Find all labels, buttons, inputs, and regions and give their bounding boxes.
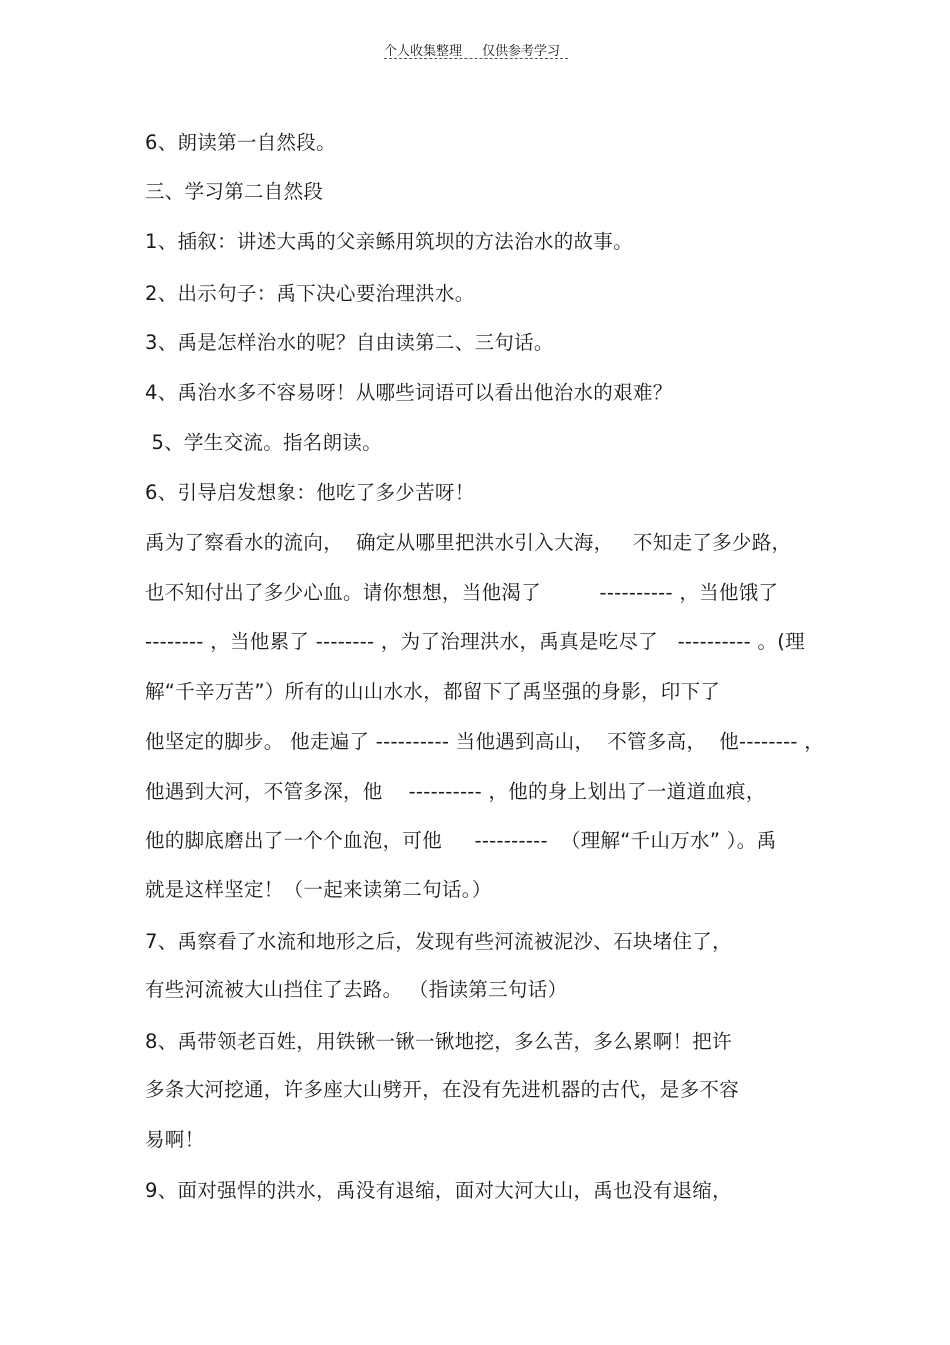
- text-line: -------- ，当他累了 -------- ，为了治理洪水，禹真是吃尽了 ---------- 。(理: [145, 630, 805, 653]
- text-line: 1、插叙：讲述大禹的父亲鲧用筑坝的方法治水的故事。: [145, 230, 633, 253]
- text-line: 6、引导启发想象：他吃了多少苦呀！: [145, 481, 475, 504]
- section-heading: 三、学习第二自然段: [145, 180, 324, 203]
- text-line: 5、学生交流。指名朗读。: [145, 431, 383, 454]
- text-line: 6、朗读第一自然段。: [145, 131, 336, 154]
- text-line: 7、禹察看了水流和地形之后，发现有些河流被泥沙、石块堵住了，: [145, 930, 732, 953]
- text-line: 就是这样坚定！（一起来读第二句话。）: [145, 878, 492, 901]
- text-line: 3、禹是怎样治水的呢？自由读第二、三句话。: [145, 331, 554, 354]
- text-line: 他的脚底磨出了一个个血泡，可他 ---------- （理解“千山万水” ）。禹: [145, 829, 777, 852]
- text-line: 解“千辛万苦”）所有的山山水水，都留下了禹坚强的身影，印下了: [145, 680, 721, 703]
- page-header: [0, 40, 950, 60]
- text-line: 禹为了察看水的流向， 确定从哪里把洪水引入大海， 不知走了多少路，: [145, 531, 792, 554]
- text-line: 易啊！: [145, 1128, 205, 1151]
- text-line: 多条大河挖通，许多座大山劈开，在没有先进机器的古代，是多不容: [145, 1078, 740, 1101]
- header-rule: [384, 58, 568, 59]
- text-line: 9、面对强悍的洪水，禹没有退缩，面对大河大山，禹也没有退缩，: [145, 1179, 732, 1202]
- text-line: 4、禹治水多不容易呀！从哪些词语可以看出他治水的艰难？: [145, 381, 673, 404]
- header-right-text: 仅供参考学习: [482, 44, 561, 59]
- text-line: 也不知付出了多少心血。请你想想，当他渴了 ---------- ，当他饿了: [145, 581, 779, 604]
- text-line: 他坚定的脚步。 他走遍了 ---------- 当他遇到高山， 不管多高， 他-------- ，: [145, 730, 825, 753]
- text-line: 有些河流被大山挡住了去路。 （指读第三句话）: [145, 978, 568, 1001]
- header-left-text: 个人收集整理: [384, 44, 463, 59]
- text-line: 2、出示句子：禹下决心要治理洪水。: [145, 282, 475, 305]
- text-line: 8、禹带领老百姓，用铁锹一锹一锹地挖，多么苦，多么累啊！把许: [145, 1030, 732, 1053]
- text-line: 他遇到大河，不管多深，他 ---------- ，他的身上划出了一道道血痕，: [145, 780, 766, 803]
